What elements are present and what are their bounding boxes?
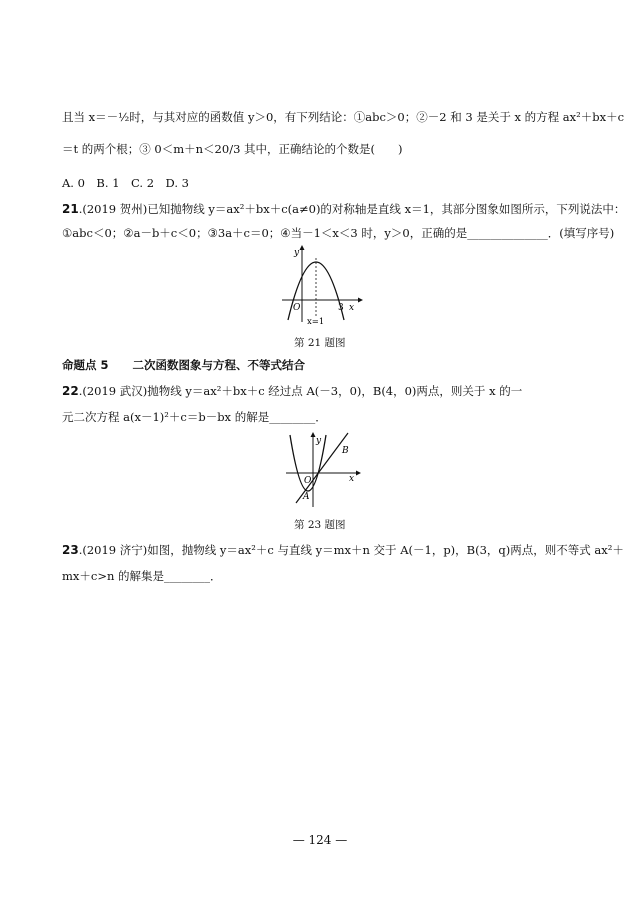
q21-line-2: ①abc＜0；②a－b＋c＜0；③3a＋c＝0；④当－1＜x＜3 时，y＞0，正确的是______________．(填写序号) bbox=[62, 226, 615, 240]
q20-line-1: 且当 x＝－½时，与其对应的函数值 y＞0，有下列结论：①abc＞0；②－2 和 3 是关于 x 的方程 ax²＋bx＋c bbox=[62, 110, 625, 124]
q21-root-label: 3 bbox=[338, 303, 344, 313]
q21-text-1: .(2019 贺州)已知抛物线 y＝ax²＋bx＋c(a≠0)的对称轴是直线 x＝1，其部分图象如图所示，下列说法中： bbox=[78, 202, 626, 216]
q22-point-a-label: A bbox=[303, 492, 310, 502]
section-label: 命题点 5 bbox=[62, 358, 109, 372]
q23-line-2: mx＋c>n 的解集是________． bbox=[62, 569, 222, 583]
page-number: — 124 — bbox=[292, 833, 348, 847]
q21-x-arrow bbox=[358, 298, 363, 303]
q22-number: 22 bbox=[62, 384, 79, 398]
q21-x-label: x bbox=[349, 303, 355, 313]
q20-line-2: ＝t 的两个根；③ 0＜m＋n＜20/3 其中，正确结论的个数是( ) bbox=[62, 142, 403, 156]
q20-options: A. 0 B. 1 C. 2 D. 3 bbox=[62, 176, 189, 190]
section-title: 二次函数图象与方程、不等式结合 bbox=[132, 358, 306, 372]
q22-origin-label: O bbox=[304, 476, 312, 486]
q21-origin-label: O bbox=[293, 303, 301, 313]
q21-line-1 bbox=[62, 202, 625, 216]
q21-y-arrow bbox=[300, 245, 305, 250]
q22-y-label: y bbox=[316, 436, 322, 446]
q22-line-1 bbox=[62, 384, 522, 398]
q22-x-label: x bbox=[349, 474, 355, 484]
q22-line bbox=[296, 433, 348, 503]
q23-number: 23 bbox=[62, 543, 79, 557]
q22-y-arrow bbox=[311, 432, 316, 437]
q21-caption: 第 21 题图 bbox=[294, 337, 346, 349]
q23-line-1 bbox=[62, 543, 624, 557]
q21-symmetry-label: x=1 bbox=[307, 317, 325, 326]
q21-number: 21 bbox=[62, 202, 79, 216]
q21-y-label: y bbox=[294, 248, 300, 258]
q23-text-1: .(2019 济宁)如图，抛物线 y＝ax²＋c 与直线 y＝mx＋n 交于 A(－1，p)，B(3，q)两点，则不等式 ax²＋ bbox=[78, 543, 624, 557]
q22-caption: 第 23 题图 bbox=[294, 519, 346, 531]
q22-figure bbox=[282, 431, 364, 509]
q22-line-2: 元二次方程 a(x－1)²＋c＝b－bx 的解是________． bbox=[62, 410, 327, 424]
q21-figure bbox=[278, 244, 364, 326]
q22-point-b-label: B bbox=[342, 446, 349, 456]
section-heading bbox=[62, 358, 305, 372]
q22-x-arrow bbox=[356, 471, 361, 476]
q22-text-1: .(2019 武汉)抛物线 y＝ax²＋bx＋c 经过点 A(－3，0)，B(4，0)两点，则关于 x 的一 bbox=[78, 384, 523, 398]
